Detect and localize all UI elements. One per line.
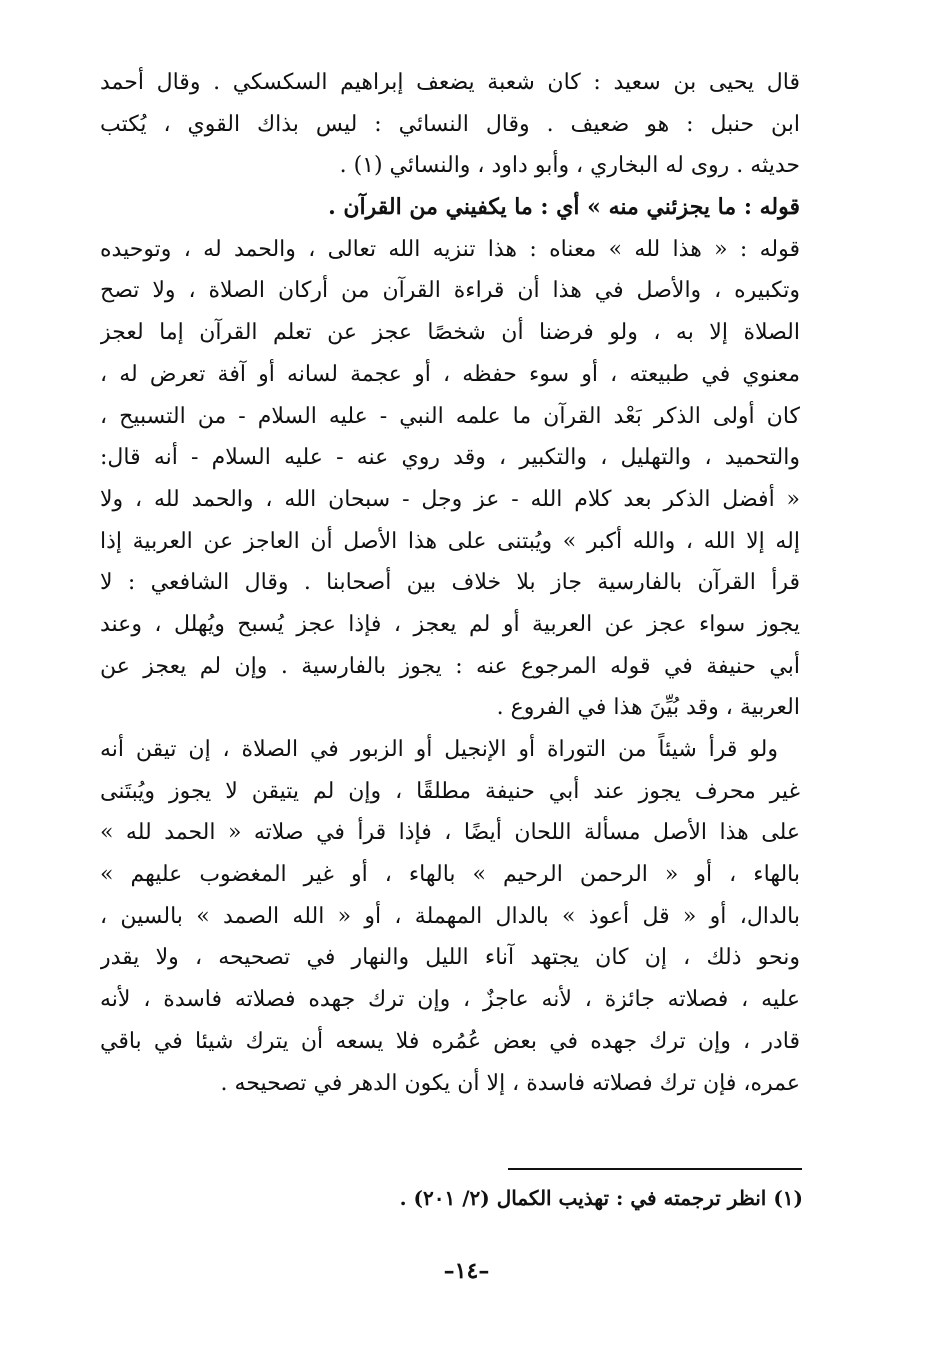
text-line: غير محرف يجوز عند أبي حنيفة مطلقًا ، وإن لم يتيقن لا يجوز ويُبتَنى [100, 778, 800, 804]
text-line: حديثه . روى له البخاري ، وأبو داود ، والنسائي (١) . [339, 153, 800, 179]
text-line: عليه ، فصلاته جائزة ، لأنه عاجزٌ ، وإن ترك جهده فصلاته فاسدة ، لأنه [100, 987, 800, 1013]
text-line: ولو قرأ شيئاً من التوراة أو الإنجيل أو الزبور في الصلاة ، إن تيقن أنه [100, 737, 778, 762]
text-line: قادر ، وإن ترك جهده في بعض عُمُره فلا يسعه أن يترك شيئا في باقي [100, 1028, 800, 1054]
text-line: وتكبيره ، والأصل في هذا أن قراءة القرآن من أركان الصلاة ، ولا تصح [100, 278, 800, 304]
text-line: قوله : « هذا لله » معناه : هذا تنزيه الله تعالى ، والحمد له ، وتوحيده [100, 236, 800, 262]
text-line: كان أولى الذكر بَعْد القرآن ما علمه النبي - عليه السلام - من التسبيح ، [100, 403, 800, 429]
text-line: معنوي في طبيعته ، أو سوء حفظه ، أو عجمة لسانه أو آفة تعرض له ، [100, 361, 800, 387]
text-line: بالدال، أو « قل أعوذ » بالدال المهملة ، أو « الله الصمد » بالسين ، [100, 903, 800, 929]
footnote: (١) انظر ترجمته في : تهذيب الكمال (٢/ ٢٠١) . [399, 1186, 803, 1210]
main-text [100, 62, 800, 1104]
text-line: والتحميد ، والتهليل ، والتكبير ، وقد روي عنه - عليه السلام - أنه قال: [100, 445, 800, 471]
footnote-divider [508, 1168, 802, 1170]
text-line: « أفضل الذكر بعد كلام الله - عز وجل - سبحان الله ، والحمد لله ، ولا [100, 486, 800, 512]
text-line: قال يحيى بن سعيد : كان شعبة يضعف إبراهيم السكسكي . وقال أحمد [100, 70, 800, 95]
text-line: عمره، فإن ترك فصلاته فاسدة ، إلا أن يكون الدهر في تصحيحه . [220, 1070, 800, 1096]
text-line: ونحو ذلك ، إن كان يجتهد آناء الليل والنهار في تصحيحه ، ولا يقدر [100, 945, 800, 971]
page-number: –١٤– [443, 1258, 490, 1284]
text-line: قوله : ما يجزئني منه » أي : ما يكفيني من القرآن . [328, 194, 800, 221]
text-line: إله إلا الله ، والله أكبر » ويُبتنى على هذا الأصل أن العاجز عن العربية إذا [100, 528, 800, 554]
text-line: على هذا الأصل مسألة اللحان أيضًا ، فإذا قرأ في صلاته « الحمد لله » [100, 820, 800, 846]
text-line: قرأ القرآن بالفارسية جاز بلا خلاف بين أصحابنا . وقال الشافعي : لا [100, 570, 800, 596]
text-line: أبي حنيفة في قوله المرجوع عنه : يجوز بالفارسية . وإن لم يعجز عن [100, 653, 800, 679]
text-line: العربية ، وقد بُيِّنَ هذا في الفروع . [496, 695, 800, 721]
text-line: الصلاة إلا به ، ولو فرضنا أن شخصًا عجز عن تعلم القرآن إما لعجز [100, 320, 800, 346]
text-line: بالهاء ، أو « الرحمن الرحيم » بالهاء ، أو غير المغضوب عليهم » [100, 862, 800, 888]
text-line: يجوز سواء عجز عن العربية أو لم يعجز ، فإذا عجز يُسبح ويُهلل ، وعند [100, 611, 800, 637]
text-line: ابن حنبل : هو ضعيف . وقال النسائي : ليس بذاك القوي ، يُكتب [100, 111, 800, 137]
